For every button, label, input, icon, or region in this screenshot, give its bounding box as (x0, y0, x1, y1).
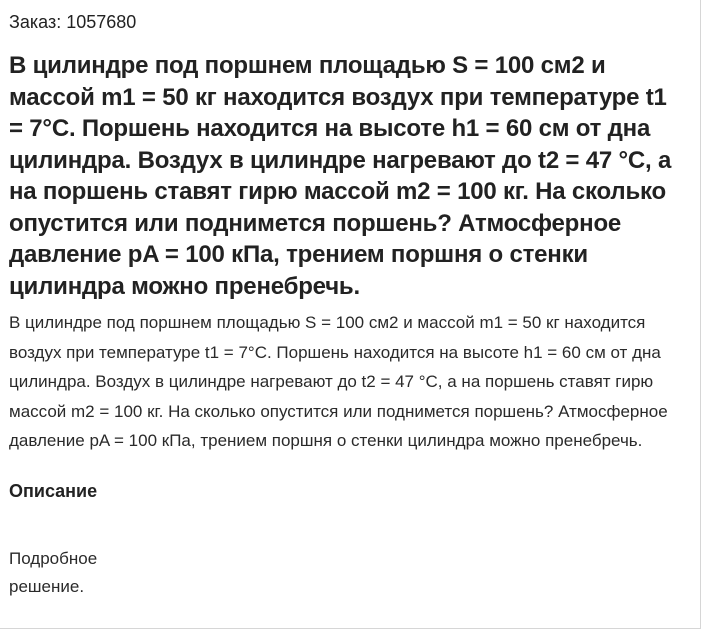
description-line-1: Подробное (9, 548, 98, 568)
problem-text: В цилиндре под поршнем площадью S = 100 см2 и массой m1 = 50 кг находится воздух при температуре t1 = 7°C. Поршень находится на высоте h1 = 60 см от дна цилиндра. Воздух в цилиндре нагревают до t2 = 47 °C, а на поршень ставят гирю массой m2 = 100 кг. На сколько опустится или поднимется поршень? Атмосферное давление pA = 100 кПа, трением поршня о стенки цилиндра можно пренебречь. (9, 313, 668, 450)
description-text (9, 545, 686, 601)
problem-title: В цилиндре под поршнем площадью S = 100 см2 и массой m1 = 50 кг находится воздух при температуре t1 = 7°C. Поршень находится на высоте h1 = 60 см от дна цилиндра. Воздух в цилиндре нагревают до t2 = 47 °C, а на поршень ставят гирю массой m2 = 100 кг. На сколько опустится или поднимется поршень? Атмосферное давление pA = 100 кПа, трением поршня о стенки цилиндра можно пренебречь. (9, 52, 672, 300)
order-number: Заказ: 1057680 (9, 12, 137, 32)
description-line-2: решение. (9, 576, 85, 596)
description-heading: Описание (9, 480, 98, 501)
